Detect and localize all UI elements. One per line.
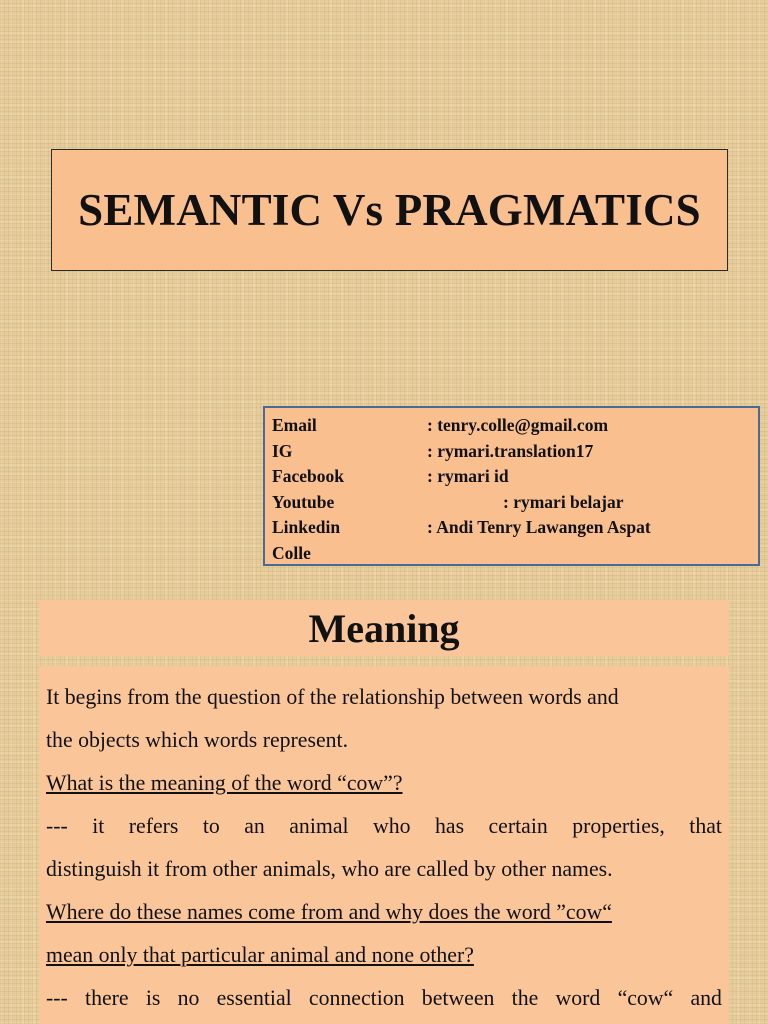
contact-linkedin-row xyxy=(272,515,751,541)
contact-facebook-label: Facebook xyxy=(272,466,344,487)
meaning-body xyxy=(39,666,729,1024)
contact-youtube-row xyxy=(272,490,751,516)
contact-youtube-label: Youtube xyxy=(272,491,335,512)
answer-2-line-1: --- there is no essential connection between the word “cow“ and xyxy=(46,986,722,1010)
contact-facebook-row xyxy=(272,464,751,490)
question-2-line-1: Where do these names come from and why does the word ”cow“ xyxy=(46,900,612,924)
contact-youtube-value: : rymari belajar xyxy=(503,491,624,512)
contact-ig-row xyxy=(272,439,751,465)
contact-facebook-value: : rymari id xyxy=(427,466,509,487)
intro-line-2: the objects which words represent. xyxy=(46,728,349,752)
contact-ig-value: : rymari.translation17 xyxy=(427,440,594,461)
contact-linkedin-wrap: Colle xyxy=(272,542,311,563)
contact-box xyxy=(263,406,760,566)
question-2-line-2: mean only that particular animal and none other? xyxy=(46,943,474,967)
contact-email-value: : tenry.colle@gmail.com xyxy=(427,415,609,435)
slide-title: SEMANTIC Vs PRAGMATICS xyxy=(78,185,701,235)
intro-line-1: It begins from the question of the relationship between words and xyxy=(46,685,619,709)
meaning-heading: Meaning xyxy=(308,605,460,651)
question-1: What is the meaning of the word “cow”? xyxy=(46,771,403,795)
answer-1-line-1: --- it refers to an animal who has certain properties, that xyxy=(46,814,722,838)
contact-linkedin-value: : Andi Tenry Lawangen Aspat xyxy=(427,517,651,538)
title-box xyxy=(51,149,728,271)
contact-ig-label: IG xyxy=(272,440,293,461)
contact-email-row xyxy=(272,413,751,439)
contact-linkedin-label: Linkedin xyxy=(272,517,341,538)
contact-email-label: Email xyxy=(272,415,317,435)
answer-1-line-2: distinguish it from other animals, who are called by other names. xyxy=(46,857,613,881)
meaning-heading-band xyxy=(39,600,729,656)
